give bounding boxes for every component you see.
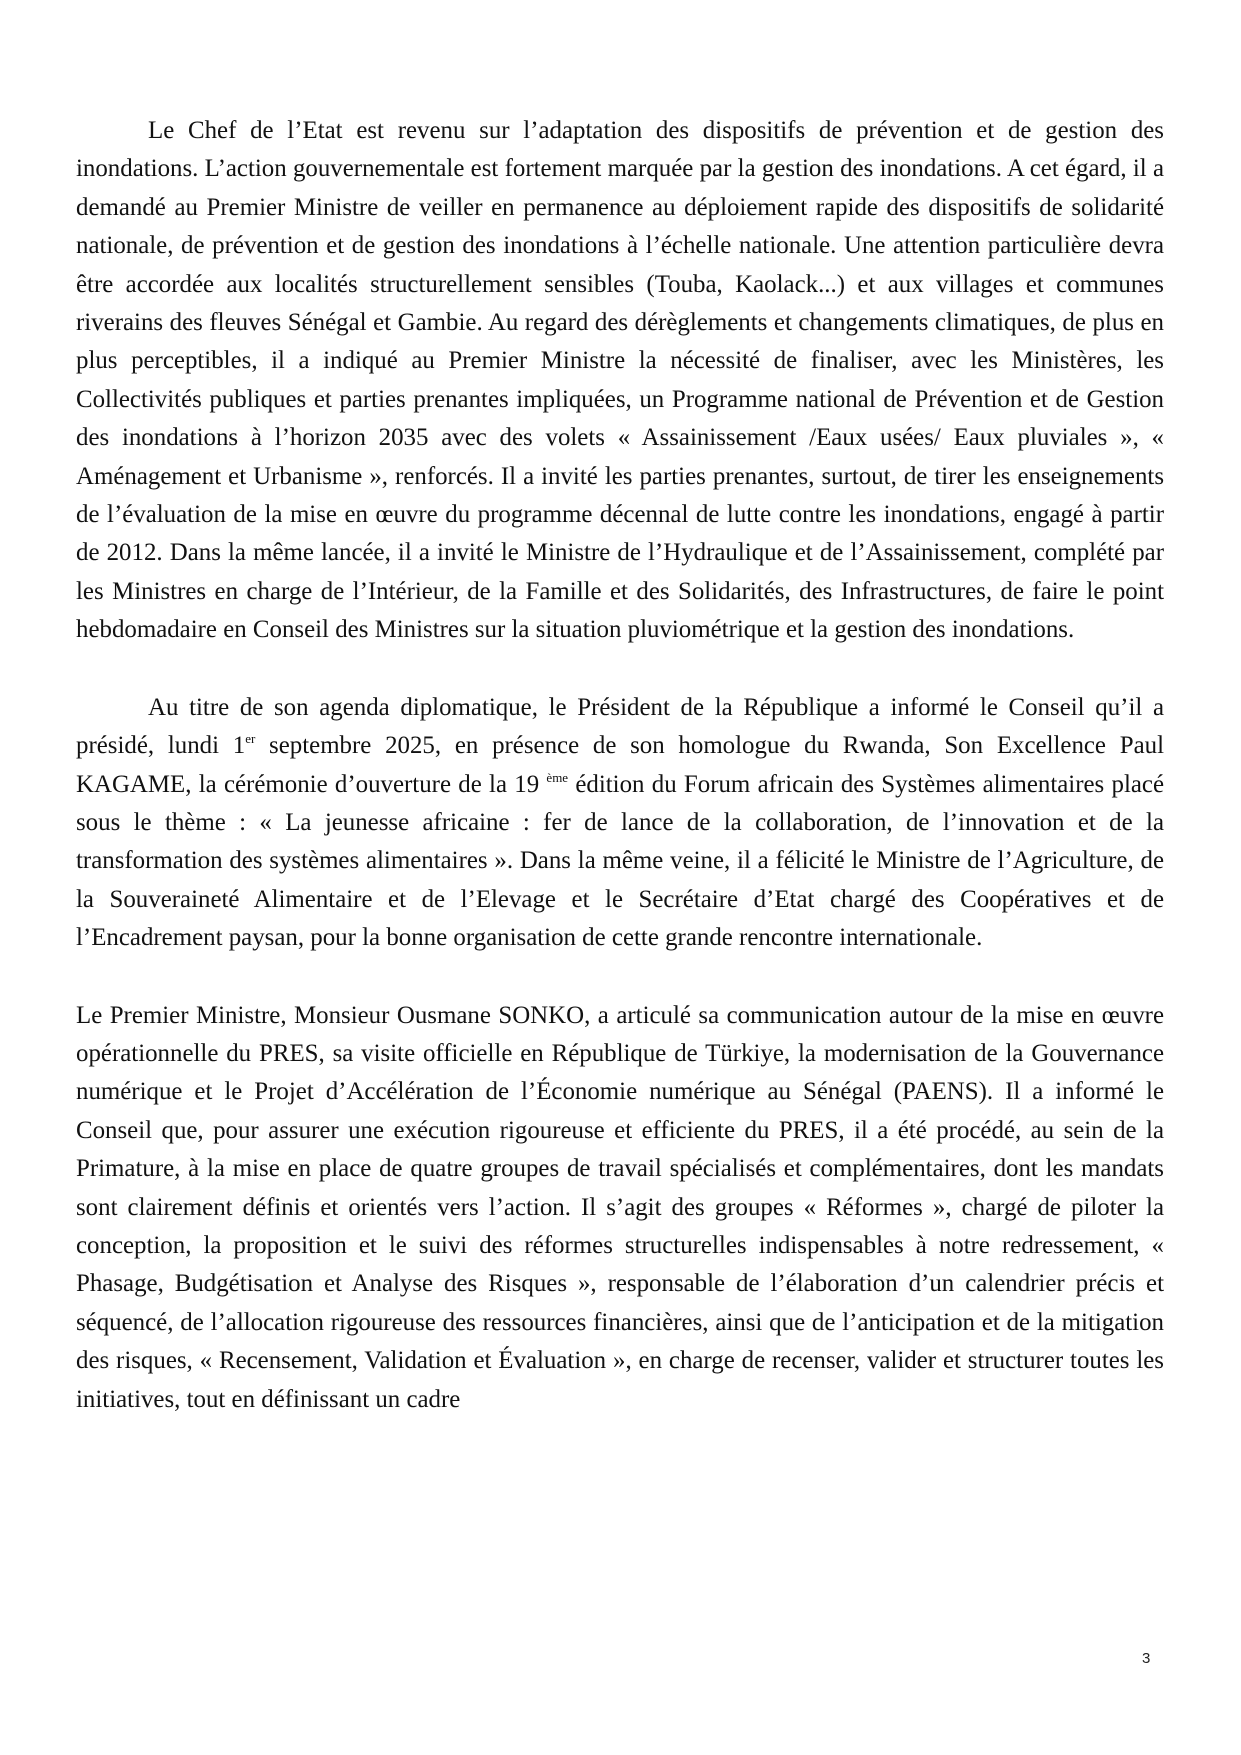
superscript-er: er bbox=[245, 731, 256, 747]
paragraph-diplomatic-agenda-part-3: édition du Forum africain des Systèmes alimentaires placé sous le thème : « La jeunesse africaine : fer de lance de la collaboration, de l’innovation et de la transformation des systèmes alimentaires ». Dans la même veine, il a félicité le Ministre de l’Agriculture, de la Souveraineté Alimentaire et de l’Elevage et le Secrétaire d’Etat chargé des Coopératives et de l’Encadrement paysan, pour la bonne organisation de cette grande rencontre internationale. bbox=[76, 770, 1165, 952]
paragraph-prime-minister: Le Premier Ministre, Monsieur Ousmane SONKO, a articulé sa communication autour de la mise en œuvre opérationnelle du PRES, sa visite officielle en République de Türkiye, la modernisation de la Gouvernance numérique et le Projet d’Accélération de l’Économie numérique au Sénégal (PAENS). Il a informé le Conseil que, pour assurer une exécution rigoureuse et efficiente du PRES, il a été procédé, au sein de la Primature, à la mise en place de quatre groupes de travail spécialisés et complémentaires, dont les mandats sont clairement définis et orientés vers l’action. Il s’agit des groupes « Réformes », chargé de piloter la conception, la proposition et le suivi des réformes structurelles indispensables à notre redressement, « Phasage, Budgétisation et Analyse des Risques », responsable de l’élaboration d’un calendrier précis et séquencé, de l’allocation rigoureuse des ressources financières, ainsi que de l’anticipation et de la mitigation des risques, « Recensement, Validation et Évaluation », en charge de recenser, valider et structurer toutes les initiatives, tout en définissant un cadre bbox=[76, 1001, 1164, 1413]
paragraph-floods: Le Chef de l’Etat est revenu sur l’adaptation des dispositifs de prévention et de gestion des inondations. L’action gouvernementale est fortement marquée par la gestion des inondations. A cet égard, il a demandé au Premier Ministre de veiller en permanence au déploiement rapide des dispositifs de solidarité nationale, de prévention et de gestion des inondations à l’échelle nationale. Une attention particulière devra être accordée aux localités structurellement sensibles (Touba, Kaolack...) et aux villages et communes riverains des fleuves Sénégal et Gambie. Au regard des dérèglements et changements climatiques, de plus en plus perceptibles, il a indiqué au Premier Ministre la nécessité de finaliser, avec les Ministères, les Collectivités publiques et parties prenantes impliquées, un Programme national de Prévention et de Gestion des inondations à l’horizon 2035 avec des volets « Assainissement /Eaux usées/ Eaux pluviales », « Aménagement et Urbanisme », renforcés. Il a invité les parties prenantes, surtout, de tirer les enseignements de l’évaluation de la mise en œuvre du programme décennal de lutte contre les inondations, engagé à partir de 2012. Dans la même lancée, il a invité le Ministre de l’Hydraulique et de l’Assainissement, complété par les Ministres en charge de l’Intérieur, de la Famille et des Solidarités, des Infrastructures, de faire le point hebdomadaire en Conseil des Ministres sur la situation pluviométrique et la gestion des inondations. bbox=[76, 117, 1164, 644]
paragraph-diplomatic-agenda-part-2: septembre 2025, en présence de son homologue du Rwanda, Son Excellence Paul KAGAME, la cérémonie d’ouverture de la 19 bbox=[76, 732, 1164, 798]
page-number: 3 bbox=[1142, 1650, 1151, 1667]
paragraph-diplomatic-agenda bbox=[76, 689, 1164, 958]
paragraph-diplomatic-agenda-part-1: Au titre de son agenda diplomatique, le Président de la République a informé le Conseil qu’il a présidé, lundi 1 bbox=[76, 693, 1164, 760]
document-body bbox=[76, 112, 1164, 1419]
superscript-eme: ème bbox=[546, 769, 569, 785]
